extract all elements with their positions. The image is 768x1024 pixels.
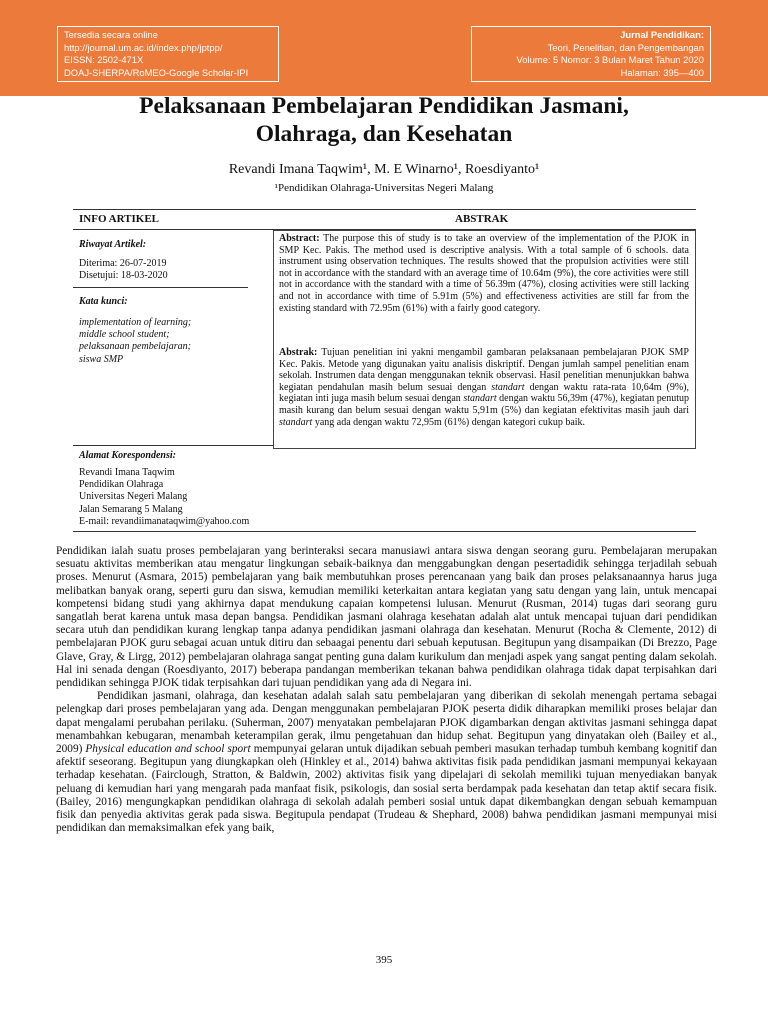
abstract-id-text: dengan waktu rata-rata 10,64m (9%), kegiatan inti juga masih belum sesuai dengan xyxy=(279,381,689,405)
keyword: pelaksanaan pembelajaran; xyxy=(79,341,191,353)
body-text-span: Pendidikan jasmani, olahraga, dan kesehatan adalah salah satu pembelajaran yang diberikan di sekolah menengah pertama sebagai pelengkap dari proses pembelajaran yang ada. Dengan menggunakan pembelajaran PJOK peserta didik diharapkan memiliki proses belajar dan dapat mengalami perubahan perilaku. (Suherman, 2007) menyatakan pembelajaran PJOK digambarkan dengan aktivitas jasmani sehingga dapat menambahkan kebugaran, menambah keterampilan gerak, ilmu pengetahuan dan hidup sehat. Begitupun yang dinyatakan oleh (Bailey et al., 2009) xyxy=(56,690,717,756)
keywords-label: Kata kunci: xyxy=(79,296,128,307)
info-heading: INFO ARTIKEL xyxy=(79,213,159,225)
abstract-heading: ABSTRAK xyxy=(455,213,509,225)
keywords-list xyxy=(79,317,191,366)
eissn: EISSN: 2502-471X xyxy=(64,54,144,65)
abstract-indonesian xyxy=(279,347,689,428)
author-list: Revandi Imana Taqwim¹, M. E Winarno¹, Roesdiyanto¹ xyxy=(228,162,540,177)
abstract-id-label: Abstrak: xyxy=(279,347,318,358)
italic-term: standart xyxy=(279,416,313,428)
abstract-id-text: yang ada dengan waktu 72,95m (61%) dengan kategori cukup baik. xyxy=(312,416,586,428)
info-divider-2 xyxy=(73,445,273,446)
abstract-id-text: dengan waktu 56,39m (47%), kegiatan penutup masih kurang dan belum sesuai dengan waktu 5,91m (5%) dan kegiatan efektivitas masih jauh dari xyxy=(279,393,689,416)
body-paragraph-1: Pendidikan ialah suatu proses pembelajaran yang berinteraksi secara manusiawi antara siswa dengan seorang guru. Pembelajaran merupakan sesuatu aktivitas memberikan atau mengatur lingkungan sebaik-baiknya dan menggabungkan dengan pesertadidik sehingga terjadilah sebuah proses. Menurut (Asmara, 2015) pembelajaran yang baik membutuhkan proses perencanaan yang baik dan proses pelaksanaannya harus juga melibatkan banyak orang, seperti guru dan siswa, kemudian memiliki keterkaitan antara kegiatan yang satu dengan yang lain, untuk mencapai kompetensi bidang studi yang akhirnya dapat mendukung capaian kompetensi lulusan. Menurut (Rusman, 2014) tugas dari seorang guru sangatlah berat karena untuk masa depan bangsa. Pendidikan jasmani olahraga kesehatan adalah alat untuk mencapai tujuan dari pendidikan secara utuh dan pendidikan kurang lengkap tanpa adanya pendidikan jasmani olahraga dan kesehatan. Menurut (Rocha & Clemente, 2012) di pembelajaran PJOK guru sebagai acuan untuk ditiru dan sebaagai penentu dari sebuah keputusan. Begitupun yang disampaikan (Di Brezzo, Page Glave, Gray, & Lirgg, 2012) pembelajaran olahraga sangat penting guna dalam kurikulum dan menjadi aspek yang sangat penting dalam sekolah. Hal ini senada dengan (Roesdiyanto, 2017) beberapa pandangan memberikan tekanan bahwa pendidikan olahraga tidak dapat terpisahkan dari pendidikan sehingga PJOK tidak terpisahkan dari tujuan pendidikan yang ada di Negara ini. xyxy=(56,545,717,690)
body-text-span: mempunyai gelaran untuk dijadikan sebuah pemberi masukan terhadap tumbuh kembang kognitif dan afektif seseorang. Begitupun yang diungkapkan oleh (Hinkley et al., 2014) bahwa aktivitas fisik pada pendidikan jasmani mempunyai kekayaan terhadap kesehatan. (Fairclough, Stratton, & Baldwin, 2002) aktivitas fisik yang dipelajari di sekolah memiliki tujuan menyediakan banyak peluang di kemudian hari yang mengarah pada manfaat fisik, psikologis, dan sosial serta berdampak pada kesehatan dan tetap aktif secara fisik. (Bailey, 2016) mengungkapkan pendidikan olahraga di sekolah adalah pemberi sosial untuk dapat dikembangkan dengan sebuah kemampuan fisik dan penyedia aktivitas gerak pada siswa. Begitupula pendapat (Trudeau & Shephard, 2008) bahwa pendidikan jasmani mempunyai misi pendidikan dan memaksimalkan efek yang baik, xyxy=(56,743,717,835)
italic-phrase: Physical education and school sport xyxy=(85,743,251,756)
corr-dept: Pendidikan Olahraga xyxy=(79,479,164,491)
page-range: Halaman: 395—400 xyxy=(620,66,704,78)
journal-info-box xyxy=(471,26,711,82)
corr-street: Jalan Semarang 5 Malang xyxy=(79,503,183,515)
corr-name: Revandi Imana Taqwim xyxy=(79,467,175,478)
correspondence-label: Alamat Korespondensi: xyxy=(79,450,176,461)
volume-info: Volume: 5 Nomor: 3 Bulan Maret Tahun 2020 xyxy=(516,54,704,65)
abstract-en-text: The purpose this of study is to take an overview of the implementation of the PJOK in SMP Kec. Pakis. The method used is descriptive analysis. With a total sample of 6 schools. data instrument using observation techniques. The results showed that the propulsion activities were still not in accordance with the standard with an average time of 10.64m (9%), the core activities were still not in accordance with the standard with a time of 56.39m (47%), closing activities were still lacking and not in accordance with time of 5.91m (5%) and effectiveness activities are still far from the existing standard with 72.95m (61%) with a fairly good category. xyxy=(279,233,689,314)
journal-url[interactable]: http://journal.um.ac.id/index.php/jptpp/ xyxy=(64,41,223,53)
title-line-1: Pelaksanaan Pembelajaran Pendidikan Jasmani, xyxy=(139,93,629,119)
italic-term: standart xyxy=(491,381,525,393)
journal-subtitle: Teori, Penelitian, dan Pengembangan xyxy=(547,41,704,53)
affiliation: ¹Pendidikan Olahraga-Universitas Negeri Malang xyxy=(274,182,494,194)
page-number: 395 xyxy=(375,954,393,966)
indexing: DOAJ-SHERPA/RoMEO-Google Scholar-IPI xyxy=(64,66,249,78)
corr-univ: Universitas Negeri Malang xyxy=(79,491,188,503)
history-dates xyxy=(79,258,168,282)
body-text xyxy=(56,545,717,835)
keyword: middle school student; xyxy=(79,329,170,341)
keyword: siswa SMP xyxy=(79,353,124,365)
info-divider-1 xyxy=(73,287,248,288)
paper-title xyxy=(0,92,768,148)
title-line-2: Olahraga, dan Kesehatan xyxy=(255,121,513,147)
approved-date: Disetujui: 18-03-2020 xyxy=(79,270,168,282)
top-rule xyxy=(73,209,696,210)
received-date: Diterima: 26-07-2019 xyxy=(79,258,167,269)
italic-term: standart xyxy=(463,393,497,405)
journal-name: Jurnal Pendidikan: xyxy=(620,29,704,40)
history-label: Riwayat Artikel: xyxy=(79,239,147,250)
journal-header-bar xyxy=(0,0,768,96)
keyword: implementation of learning; xyxy=(79,317,192,328)
availability-box xyxy=(57,26,279,82)
bottom-rule xyxy=(73,531,696,532)
correspondence-address xyxy=(79,467,249,528)
availability-line: Tersedia secara online xyxy=(64,29,158,40)
corr-email[interactable]: E-mail: revandiimanataqwim@yahoo.com xyxy=(79,515,250,527)
abstract-english xyxy=(279,233,689,314)
abstract-id-text: Tujuan penelitian ini yakni mengambil gambaran pelaksanaan pembelajaran PJOK SMP Kec. Pakis. Metode yang digunakan yaitu analisis diskriptif. Dengan jumlah sampel penelitian enam sekolah. Instrumen data dengan menggunakan teknik observasi. Hasil penelitian menunjukkan bahwa kegiatan pendahulan masih belum sesuai dengan xyxy=(279,347,689,393)
body-paragraph-2 xyxy=(56,690,717,835)
abstract-en-label: Abstract: xyxy=(279,233,320,244)
